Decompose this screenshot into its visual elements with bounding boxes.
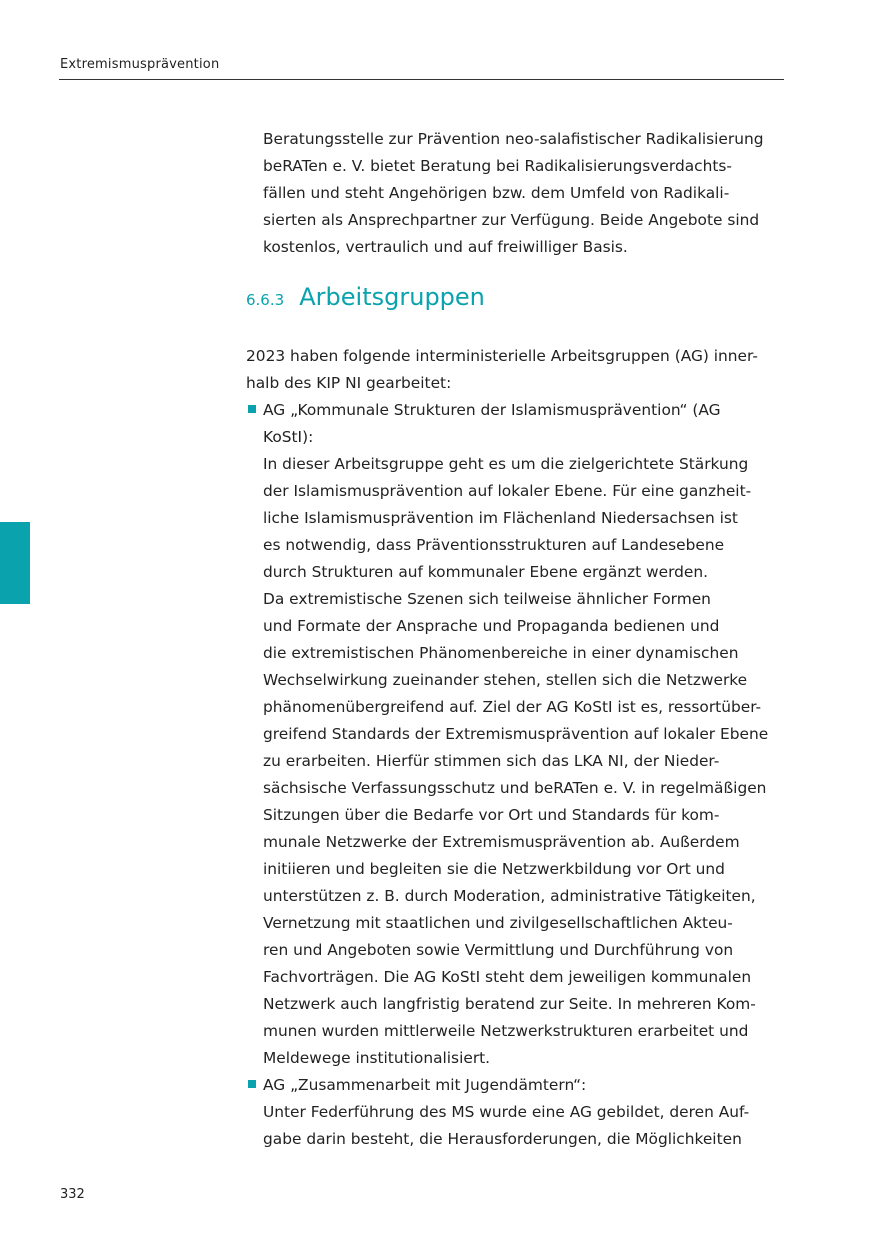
bullet-line: Sitzungen über die Bedarfe vor Ort und Standards für kom- (263, 806, 720, 824)
bullet-line: initiieren und begleiten sie die Netzwerkbildung vor Ort und (263, 860, 725, 878)
bullet-line: greifend Standards der Extremismusprävention auf lokaler Ebene (263, 725, 769, 743)
bullet-line: die extremistischen Phänomenbereiche in einer dynamischen (263, 644, 739, 662)
intro-line: beRATen e. V. bietet Beratung bei Radikalisierungsverdachts- (263, 157, 732, 175)
bullet-marker (248, 405, 256, 413)
bullet-line: KoStI): (263, 428, 314, 446)
bullet-line: phänomenübergreifend auf. Ziel der AG KoStI ist es, ressortüber- (263, 698, 762, 716)
bullet-line: Vernetzung mit staatlichen und zivilgesellschaftlichen Akteu- (263, 914, 733, 932)
running-head-title: Extremismusprävention (60, 57, 220, 72)
bullet-line: gabe darin besteht, die Herausforderungen, die Möglichkeiten (263, 1130, 742, 1148)
bullet-line: und Formate der Ansprache und Propaganda bedienen und (263, 617, 720, 635)
bullet-line: liche Islamismusprävention im Flächenland Niedersachsen ist (263, 509, 738, 527)
bullet-marker (248, 1080, 256, 1088)
bullet-line: Unter Federführung des MS wurde eine AG gebildet, deren Auf- (263, 1103, 750, 1121)
page-number: 332 (60, 1187, 85, 1202)
bullet-line: munale Netzwerke der Extremismusprävention ab. Außerdem (263, 833, 740, 851)
bullet-line: munen wurden mittlerweile Netzwerkstrukturen erarbeitet und (263, 1022, 749, 1040)
intro-line: Beratungsstelle zur Prävention neo-salafistischer Radikalisierung (263, 130, 764, 148)
lead-line: 2023 haben folgende interministerielle Arbeitsgruppen (AG) inner- (246, 347, 758, 365)
bullet-line: zu erarbeiten. Hierfür stimmen sich das LKA NI, der Nieder- (263, 752, 720, 770)
bullet-line: durch Strukturen auf kommunaler Ebene ergänzt werden. (263, 563, 709, 581)
bullet-line: In dieser Arbeitsgruppe geht es um die zielgerichtete Stärkung (263, 455, 749, 473)
bullet-line: Wechselwirkung zueinander stehen, stellen sich die Netzwerke (263, 671, 748, 689)
section-number: 6.6.3 (246, 291, 285, 309)
bullet-item-jugendaemter (263, 1072, 749, 1153)
intro-line: sierten als Ansprechpartner zur Verfügung. Beide Angebote sind (263, 211, 760, 229)
chapter-side-tab (0, 522, 30, 604)
intro-line: fällen und steht Angehörigen bzw. dem Umfeld von Radikali- (263, 184, 730, 202)
section-heading (246, 283, 485, 313)
bullet-line: Netzwerk auch langfristig beratend zur Seite. In mehreren Kom- (263, 995, 756, 1013)
bullet-line: AG „Kommunale Strukturen der Islamismusprävention“ (AG (263, 401, 721, 419)
section-title: Arbeitsgruppen (299, 283, 485, 311)
intro-paragraph (263, 126, 764, 261)
lead-paragraph (246, 343, 758, 397)
bullet-line: der Islamismusprävention auf lokaler Ebene. Für eine ganzheit- (263, 482, 752, 500)
bullet-item-kosti (263, 397, 768, 1072)
bullet-line: sächsische Verfassungsschutz und beRATen e. V. in regelmäßigen (263, 779, 767, 797)
bullet-line: AG „Zusammenarbeit mit Jugendämtern“: (263, 1076, 587, 1094)
bullet-line: unterstützen z. B. durch Moderation, administrative Tätigkeiten, (263, 887, 756, 905)
bullet-line: Fachvorträgen. Die AG KoStI steht dem jeweiligen kommunalen (263, 968, 752, 986)
lead-line: halb des KIP NI gearbeitet: (246, 374, 452, 392)
bullet-line: es notwendig, dass Präventionsstrukturen auf Landesebene (263, 536, 725, 554)
bullet-line: Da extremistische Szenen sich teilweise ähnlicher Formen (263, 590, 711, 608)
intro-line: kostenlos, vertraulich und auf freiwilliger Basis. (263, 238, 628, 256)
header-rule (59, 79, 784, 80)
bullet-line: ren und Angeboten sowie Vermittlung und Durchführung von (263, 941, 734, 959)
bullet-line: Meldewege institutionalisiert. (263, 1049, 491, 1067)
